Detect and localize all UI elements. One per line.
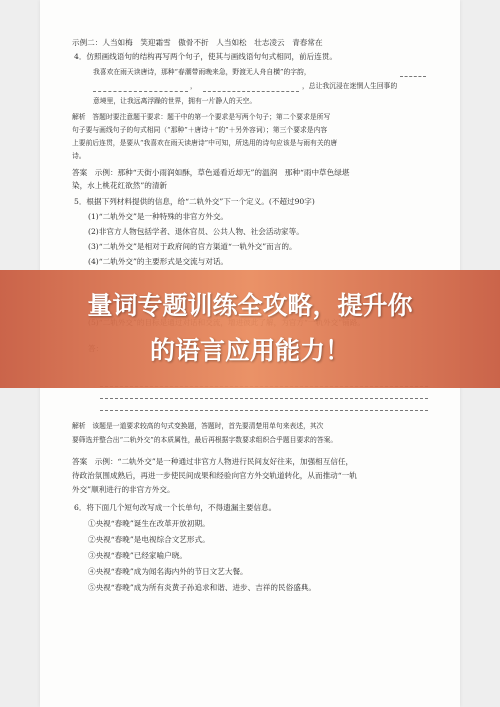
- analysis-text: 解析 答题时要注意题干要求：题干中的第一个要求是写两个句子；第二个要求是所写: [72, 113, 331, 121]
- answer-text: 外交”顺利进行的非官方外交。: [72, 485, 175, 494]
- analysis-text: 解析 该题是一道要求较高的句式变换题，答题时，首先要清楚用单句来表述，其次: [72, 422, 324, 430]
- question-5: 5．根据下列材料提供的信息，给“二轨外交”下一个定义。(不超过90字): [74, 197, 315, 206]
- sentence-item: ⑤央视“春晚”成为所有炎黄子孙追求和谐、进步、吉祥的民俗盛典。: [88, 583, 316, 592]
- sentence-item: ①央视“春晚”诞生在改革开放初期。: [88, 519, 210, 528]
- material-item: (2)非官方人物包括学者、退休官员、公共人物、社会活动家等。: [88, 227, 304, 236]
- material-item: (3)“二轨外交”是相对于政府间的官方渠道“一轨外交”而言的。: [88, 242, 297, 251]
- doc-line: ，: [190, 82, 197, 90]
- answer-blank: [203, 91, 299, 92]
- answer-text: 答案 示例：“二轨外交”是一种通过非官方人物进行民间友好往来，加强相互信任，: [72, 457, 354, 466]
- answer-blank: [100, 398, 428, 399]
- analysis-text: 要筛选并整合出“二轨外交”的本质属性，最后再根据字数要求组织合乎题目要求的答案。: [72, 436, 338, 444]
- analysis-text: 上要前后连贯，是要从“我喜欢在雨天读唐诗”中可知，所选用的诗句应该是与雨有关的唐: [72, 139, 338, 147]
- sentence-item: ④央视“春晚”成为闻名海内外的节日文艺大餐。: [88, 567, 248, 576]
- answer-blank: [400, 76, 426, 77]
- question-4: 4．仿照画线语句的结构再写两个句子，使其与画线语句句式相同，前后连贯。: [74, 52, 338, 61]
- material-item: (1)“二轨外交”是一种特殊的非官方外交。: [88, 212, 229, 221]
- banner-title-line1: 量词专题训练全攻略，提升你: [87, 291, 413, 320]
- material-item: (4)“二轨外交”的主要形式是交流与对话。: [88, 257, 229, 266]
- sentence-item: ③央视“春晚”已经家喻户晓。: [88, 551, 187, 560]
- sentence-item: ②央视“春晚”是电视综合文艺形式。: [88, 535, 210, 544]
- doc-line: 示例二：人当如梅 笑迎霜雪 傲骨不折 人当如松 壮志凌云 青春常在: [72, 38, 323, 47]
- doc-line: ，总让我沉浸在迷惘人生回事的: [302, 82, 398, 90]
- banner-title-line2: 的语言应用能力！: [149, 336, 350, 365]
- question-6: 6．将下面几个短句改写成一个长单句，不得遗漏主要信息。: [74, 503, 277, 512]
- analysis-text: 句子要与画线句子的句式相同（“那种”＋唐诗＋“的”＋另外容词）；第三个要求是内容: [72, 126, 328, 134]
- doc-line: 我喜欢在雨天读唐诗，那种“春潮带雨晚来急，野渡无人舟自横”的字韵，: [93, 68, 311, 76]
- answer-blank: [100, 410, 428, 411]
- answer-text: 染，水上桃花红欲然”的清新: [72, 181, 168, 190]
- answer-text: 答案 示例：那种“天街小雨润如酥，草色遥看近却无”的温润 那种“雨中草色绿堪: [72, 168, 350, 177]
- answer-blank: [93, 91, 188, 92]
- analysis-text: 诗。: [72, 152, 86, 160]
- doc-line: 意境里，让我远离浮躁的世界，拥有一片静人的天空。: [93, 97, 257, 105]
- answer-text: 待政治氛围成熟后，再进一步使民间成果和经验向官方外交轨道转化，从而推动“一轨: [72, 471, 357, 480]
